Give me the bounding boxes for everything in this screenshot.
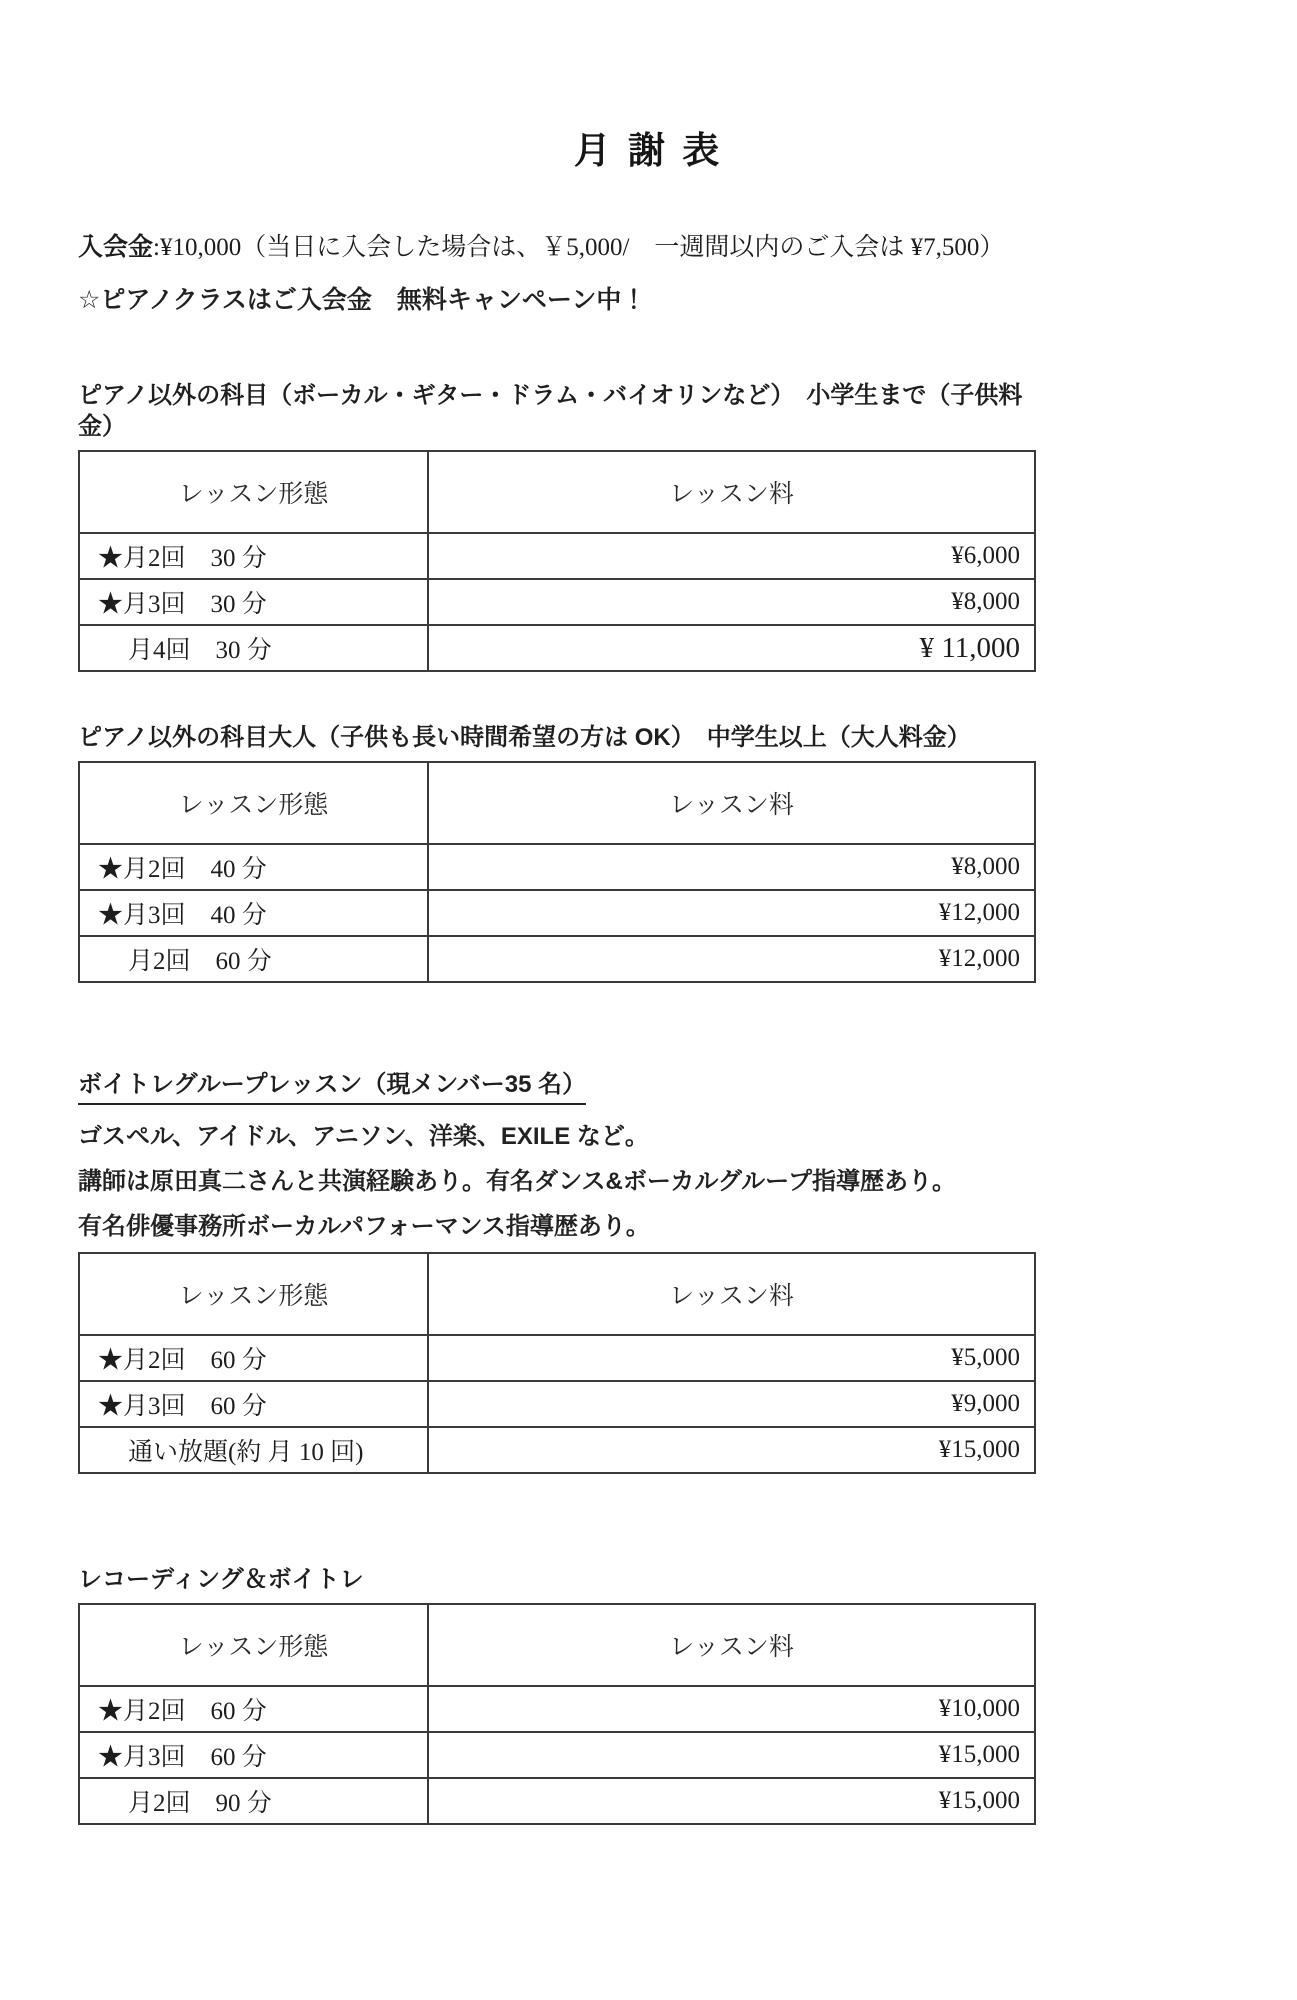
- table-row: [79, 1686, 1035, 1732]
- table-row: [79, 1778, 1035, 1824]
- section-2-heading: ピアノ以外の科目大人（子供も長い時間希望の方は OK） 中学生以上（大人料金）: [78, 724, 971, 751]
- table-row: [79, 890, 1035, 936]
- section-3-heading-text: ボイトレグループレッスン（現メンバー35 名）: [78, 1069, 586, 1105]
- lesson-form-cell: ★月3回 60 分: [79, 1732, 428, 1778]
- section-4-heading: レコーディング＆ボイトレ: [78, 1566, 364, 1593]
- lesson-form-cell: 月2回 90 分: [79, 1778, 428, 1824]
- lesson-form-cell: ★月3回 60 分: [79, 1381, 428, 1427]
- table-row: [79, 1732, 1035, 1778]
- lesson-form-cell: ★月2回 30 分: [79, 533, 428, 579]
- lesson-fee-cell: ¥15,000: [428, 1778, 1035, 1824]
- lesson-fee-cell: ¥12,000: [428, 936, 1035, 982]
- column-header-lesson-form: レッスン形態: [79, 1604, 428, 1686]
- tuition-table-adults: [78, 761, 1036, 983]
- section-voice-training-group: [78, 1069, 1036, 1474]
- page-title: 月 謝 表: [573, 131, 724, 172]
- admission-fee-block: [78, 232, 1036, 316]
- lesson-fee-cell: ¥9,000: [428, 1381, 1035, 1427]
- tuition-table-recording: [78, 1603, 1036, 1825]
- lesson-fee-cell: ¥10,000: [428, 1686, 1035, 1732]
- admission-fee-line: [78, 232, 1036, 264]
- piano-campaign-note: ☆ピアノクラスはご入会金 無料キャンペーン中！: [78, 286, 647, 314]
- lesson-fee-cell: ¥12,000: [428, 890, 1035, 936]
- section-1-heading: ピアノ以外の科目（ボーカル・ギター・ドラム・バイオリンなど） 小学生まで（子供料金）: [78, 382, 1023, 440]
- tuition-table-voice-group: [78, 1252, 1036, 1474]
- lesson-form-cell: ★月2回 40 分: [79, 844, 428, 890]
- lesson-form-cell: 月4回 30 分: [79, 625, 428, 671]
- lesson-form-cell: ★月3回 30 分: [79, 579, 428, 625]
- table-header-row: [79, 762, 1035, 844]
- section-recording-voice-training: [78, 1564, 1036, 1825]
- table-header-row: [79, 1253, 1035, 1335]
- lesson-fee-cell: ¥15,000: [428, 1732, 1035, 1778]
- column-header-lesson-form: レッスン形態: [79, 451, 428, 533]
- lesson-form-cell: ★月3回 40 分: [79, 890, 428, 936]
- table-row: [79, 844, 1035, 890]
- lesson-fee-cell: ¥8,000: [428, 579, 1035, 625]
- section-3-heading: [78, 1069, 1036, 1105]
- admission-fee-details: :¥10,000（当日に入会した場合は、￥5,000/ 一週間以内のご入会は ¥7,500）: [153, 234, 1005, 261]
- column-header-lesson-fee: レッスン料: [428, 1253, 1035, 1335]
- lesson-fee-cell: ¥8,000: [428, 844, 1035, 890]
- column-header-lesson-form: レッスン形態: [79, 762, 428, 844]
- column-header-lesson-fee: レッスン料: [428, 762, 1035, 844]
- tuition-table-children: [78, 450, 1036, 672]
- lesson-form-cell: 通い放題(約 月 10 回): [79, 1427, 428, 1473]
- column-header-lesson-form: レッスン形態: [79, 1253, 428, 1335]
- lesson-fee-cell: ¥5,000: [428, 1335, 1035, 1381]
- table-row: [79, 936, 1035, 982]
- lesson-form-cell: ★月2回 60 分: [79, 1335, 428, 1381]
- lesson-fee-cell: ¥ 11,000: [428, 625, 1035, 671]
- group-lesson-description-line: ゴスペル、アイドル、アニソン、洋楽、EXILE など。: [78, 1123, 649, 1150]
- table-row: [79, 625, 1035, 671]
- column-header-lesson-fee: レッスン料: [428, 1604, 1035, 1686]
- table-header-row: [79, 1604, 1035, 1686]
- lesson-form-cell: 月2回 60 分: [79, 936, 428, 982]
- admission-fee-label: 入会金: [78, 234, 154, 261]
- table-row: [79, 1335, 1035, 1381]
- section-adults-non-piano: [78, 722, 1036, 983]
- group-lesson-description-line: 有名俳優事務所ボーカルパフォーマンス指導歴あり。: [78, 1213, 650, 1240]
- table-row: [79, 1427, 1035, 1473]
- section-children-non-piano: [78, 380, 1036, 672]
- column-header-lesson-fee: レッスン料: [428, 451, 1035, 533]
- group-lesson-description-line: 講師は原田真二さんと共演経験あり。有名ダンス&ボーカルグループ指導歴あり。: [78, 1168, 956, 1195]
- lesson-fee-cell: ¥15,000: [428, 1427, 1035, 1473]
- table-row: [79, 1381, 1035, 1427]
- table-row: [79, 579, 1035, 625]
- table-header-row: [79, 451, 1035, 533]
- table-row: [79, 533, 1035, 579]
- lesson-fee-cell: ¥6,000: [428, 533, 1035, 579]
- lesson-form-cell: ★月2回 60 分: [79, 1686, 428, 1732]
